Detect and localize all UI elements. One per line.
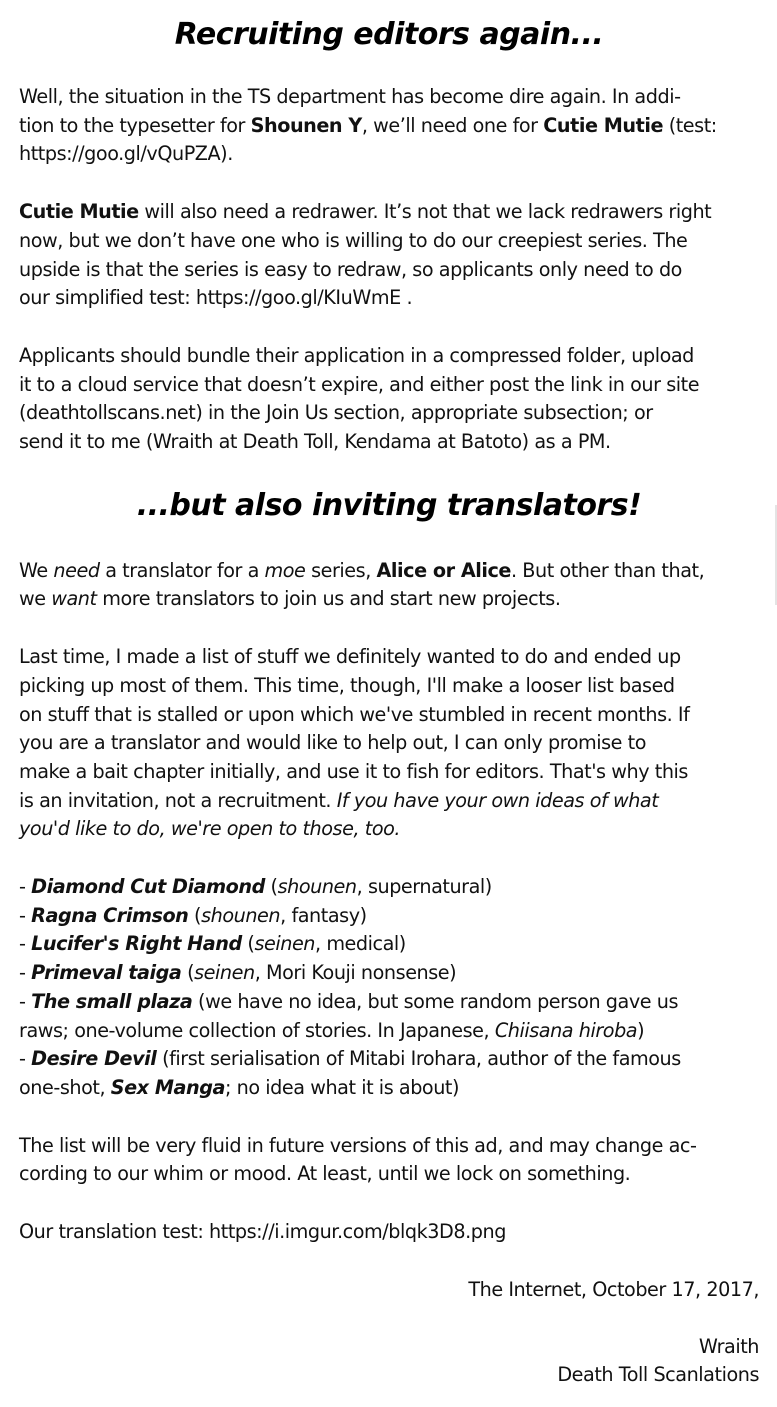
genre: shounen [201, 903, 281, 927]
paragraph-project-list-intro [19, 643, 759, 844]
text: , medical) [315, 932, 406, 956]
paragraph-translator-need [19, 557, 759, 614]
series-title: Cutie Mutie [19, 200, 139, 224]
signature-name: Wraith [698, 1334, 759, 1358]
emphasis: moe [264, 558, 306, 582]
text: , Mori Kouji nonsense) [254, 961, 457, 985]
list-item [19, 988, 759, 1045]
list-item [19, 1045, 759, 1102]
text: , supernatural) [356, 875, 492, 899]
text: ; no idea what it is about) [224, 1075, 460, 1099]
paragraph-redrawer [19, 198, 759, 313]
series-title: Alice or Alice [376, 558, 511, 582]
series-title: Desire Devil [31, 1047, 157, 1071]
genre: seinen [194, 961, 255, 985]
series-title: The small plaza [31, 989, 193, 1013]
series-title: Sex Manga [110, 1075, 225, 1099]
heading-recruiting-editors: Recruiting editors again... [174, 17, 604, 52]
text: a translator for a [99, 558, 265, 582]
bullet: - [19, 875, 32, 899]
series-title: Cutie Mutie [543, 113, 664, 137]
paragraph-application-instructions: Applicants should bundle their application in a compressed folder, upload it to a cloud service that doesn’t expire, and either post the link in our site (deathtollscans.net) in the Join Us section, appropriate subsection; or send it to me (Wraith at Death Toll, Kendama at Batoto) as a PM. [19, 343, 700, 454]
list-item [19, 873, 759, 902]
text: ) [637, 1018, 645, 1042]
emphasis: If you have your own ideas of what you'd like to do, we're open to those, too. [19, 788, 659, 841]
document-page [19, 0, 759, 1390]
genre: shounen [277, 875, 357, 899]
bullet: - [19, 903, 32, 927]
emphasis: need [53, 558, 100, 582]
text: (test: https://goo.gl/vQuPZA). [19, 113, 717, 166]
bullet: - [19, 932, 32, 956]
project-list [19, 873, 759, 1103]
text: , fantasy) [280, 903, 367, 927]
text: We [19, 558, 54, 582]
emphasis: want [51, 587, 97, 611]
series-title: Ragna Crimson [31, 903, 189, 927]
series-title: Primeval taiga [31, 961, 182, 985]
bullet: - [19, 989, 32, 1013]
genre: seinen [254, 932, 316, 956]
series-title: Diamond Cut Diamond [31, 875, 265, 899]
bullet: - [19, 961, 32, 985]
bullet: - [19, 1047, 32, 1071]
text: Well, the situation in the TS department has become dire again. In addi- tion to the typesetter for [19, 85, 681, 137]
paragraph-translation-test: Our translation test: https://i.imgur.com/blqk3D8.png [19, 1220, 506, 1244]
paragraph-typesetter [19, 83, 759, 169]
paragraph-list-fluidity: The list will be very fluid in future versions of this ad, and may change ac- cording to our whim or mood. At least, until we lock on something. [19, 1133, 697, 1186]
text: Last time, I made a list of stuff we definitely wanted to do and ended up picking up most of them. This time, though, I'll make a looser list based on stuff that is stalled or upon which we've stumbled in recent months. If you are a translator and would like to help out, I can only promise to make a bait chapter initially, and use it to fish for editors. That's why this is an invitation, not a recruitment. [19, 645, 690, 812]
dateline: The Internet, October 17, 2017, [468, 1277, 759, 1301]
text: . But other than that, we [19, 558, 705, 611]
list-item [19, 959, 759, 988]
series-title: Shounen Y [250, 113, 362, 137]
text: ( [241, 932, 255, 956]
text: will also need a redrawer. It’s not that we lack redrawers right now, but we don’t have one who is willing to do our creepiest series. The upside is that the series is easy to redraw, so applicants only need to do our simplified test: https://goo.gl/KIuWmE . [19, 200, 712, 310]
text: (we have no idea, but some random person gave us raws; one-volume collection of stories. In Japanese, [19, 989, 679, 1042]
signature-group: Death Toll Scanlations [557, 1363, 759, 1387]
text: (first serialisation of Mitabi Irohara, author of the famous one-shot, [19, 1047, 681, 1099]
text: more translators to join us and start new projects. [96, 587, 561, 611]
list-item [19, 902, 759, 931]
text: ( [188, 903, 202, 927]
text: ( [264, 875, 278, 899]
emphasis: Chiisana hiroba [494, 1018, 638, 1042]
text: , we’ll need one for [361, 113, 544, 137]
text: ( [181, 961, 195, 985]
series-title: Lucifer's Right Hand [31, 932, 242, 956]
text: series, [305, 558, 377, 582]
list-item [19, 930, 759, 959]
heading-inviting-translators: ...but also inviting translators! [136, 487, 642, 523]
